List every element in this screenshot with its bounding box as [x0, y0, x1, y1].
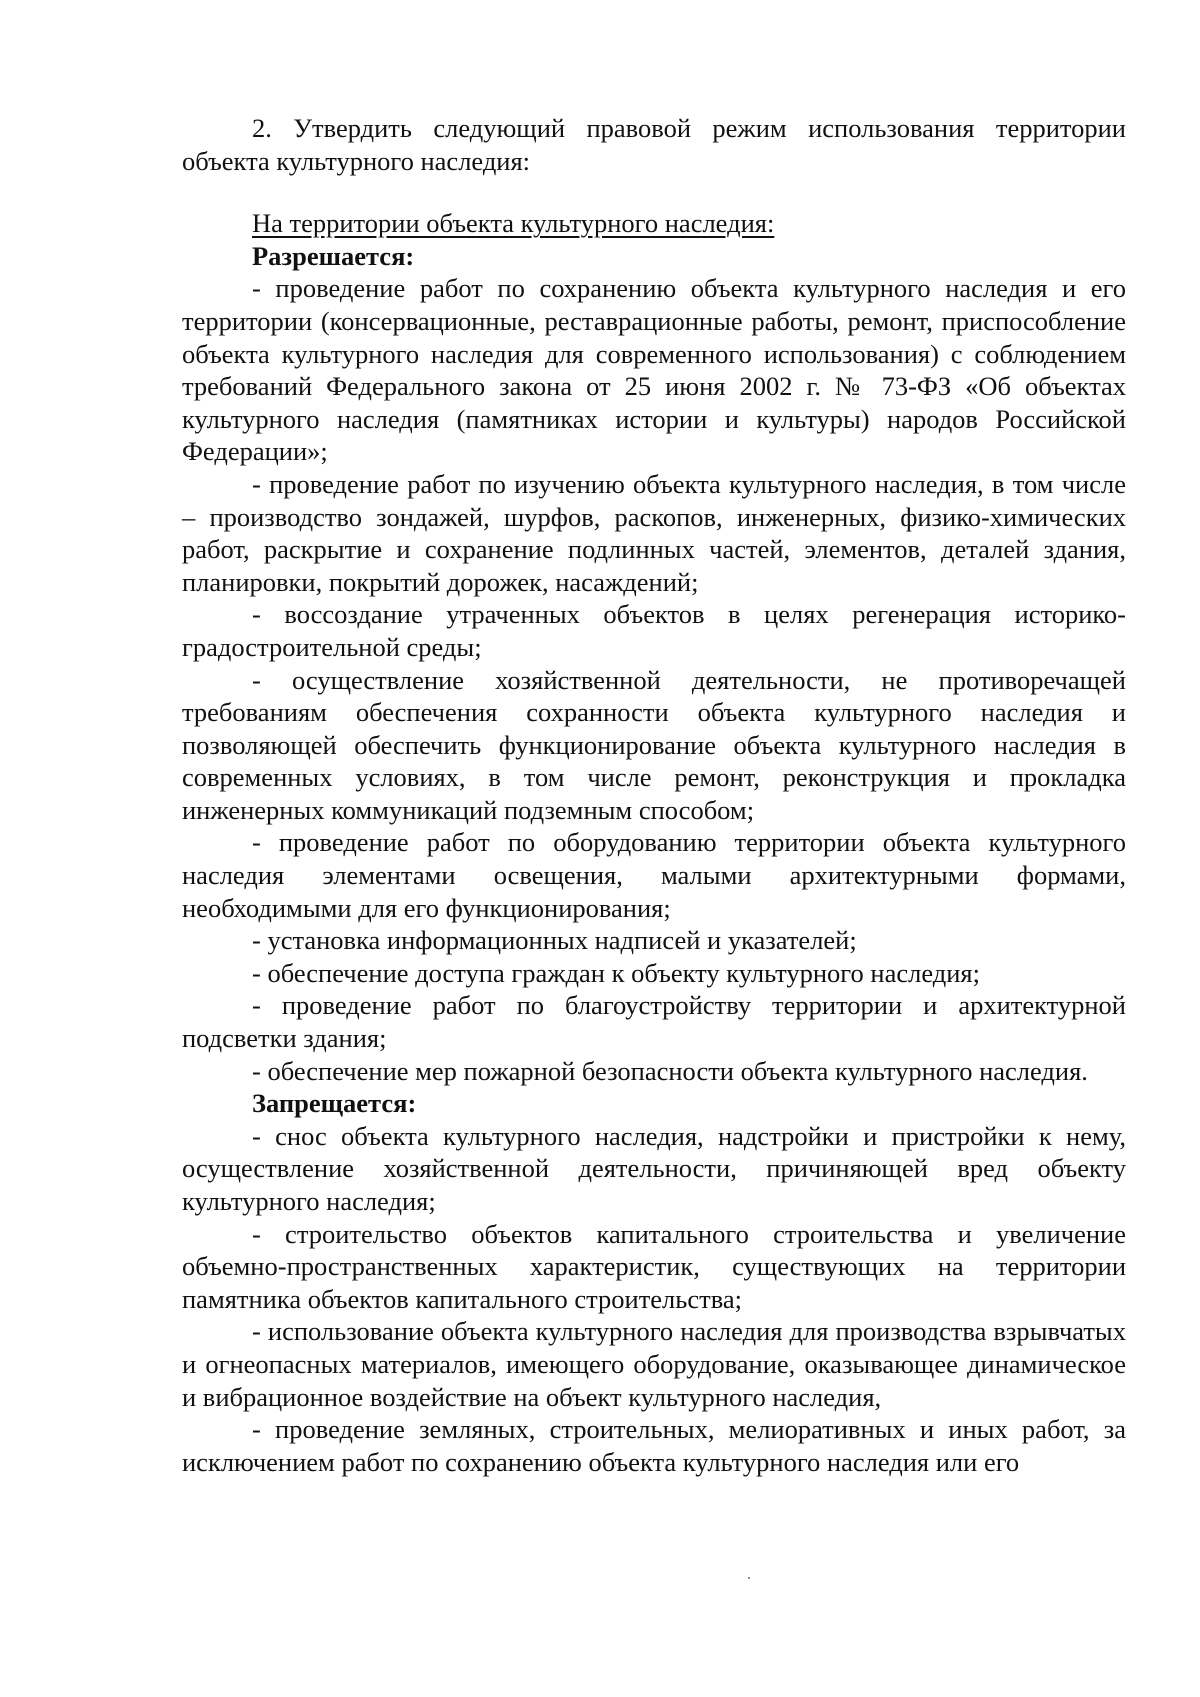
- allowed-item: - обеспечение мер пожарной безопасности объекта культурного наследия.: [252, 1055, 1088, 1086]
- allowed-item: - проведение работ по оборудованию территории объекта культурного наследия элементами освещения, малыми архитектурными формами, необходимыми для его функционирования;: [182, 827, 1126, 923]
- allowed-item: - осуществление хозяйственной деятельности, не противоречащей требованиям обеспечения сохранности объекта культурного наследия и позволяющей обеспечить функционирование объекта культурного наследия в современных условиях, в том числе ремонт, реконструкция и прокладка инженерных коммуникаций подземным способом;: [182, 664, 1126, 825]
- allowed-item: - проведение работ по сохранению объекта культурного наследия и его территории (консервационные, реставрационные работы, ремонт, приспособление объекта культурного наследия для современного использования) с соблюдением требований Федерального закона от 25 июня 2002 г. № 73-ФЗ «Об объектах культурного наследия (памятниках истории и культуры) народов Российской Федерации»;: [182, 273, 1126, 467]
- prohibited-item: - строительство объектов капитального строительства и увеличение объемно-пространственных характеристик, существующих на территории памятника объектов капитального строительства;: [182, 1218, 1126, 1314]
- intro-paragraph: 2. Утвердить следующий правовой режим использования территории объекта культурного наследия:: [182, 113, 1126, 176]
- scan-speck: [748, 1577, 750, 1579]
- prohibited-item: - проведение земляных, строительных, мелиоративных и иных работ, за исключением работ по сохранению объекта культурного наследия или его: [182, 1414, 1126, 1477]
- allowed-item: - проведение работ по благоустройству территории и архитектурной подсветки здания;: [182, 990, 1126, 1054]
- allowed-item: - проведение работ по изучению объекта культурного наследия, в том числе – производство зондажей, шурфов, раскопов, инженерных, физико-химических работ, раскрытие и сохранение подлинных частей, элементов, деталей здания, планировки, покрытий дорожек, насаждений;: [182, 468, 1126, 597]
- allowed-item: - обеспечение доступа граждан к объекту культурного наследия;: [252, 957, 980, 988]
- prohibited-item: - снос объекта культурного наследия, надстройки и пристройки к нему, осуществление хозяйственной деятельности, причиняющей вред объекту культурного наследия;: [182, 1120, 1126, 1216]
- allowed-heading: Разрешается:: [252, 240, 415, 271]
- territory-heading: На территории объекта культурного наследия:: [252, 208, 775, 239]
- allowed-item: - установка информационных надписей и указателей;: [252, 925, 857, 956]
- allowed-item: - воссоздание утраченных объектов в целях регенерация историко-градостроительной среды;: [182, 599, 1126, 662]
- prohibited-item: - использование объекта культурного наследия для производства взрывчатых и огнеопасных материалов, имеющего оборудование, оказывающее динамическое и вибрационное воздействие на объект культурного наследия,: [182, 1316, 1126, 1412]
- prohibited-heading: Запрещается:: [252, 1088, 417, 1119]
